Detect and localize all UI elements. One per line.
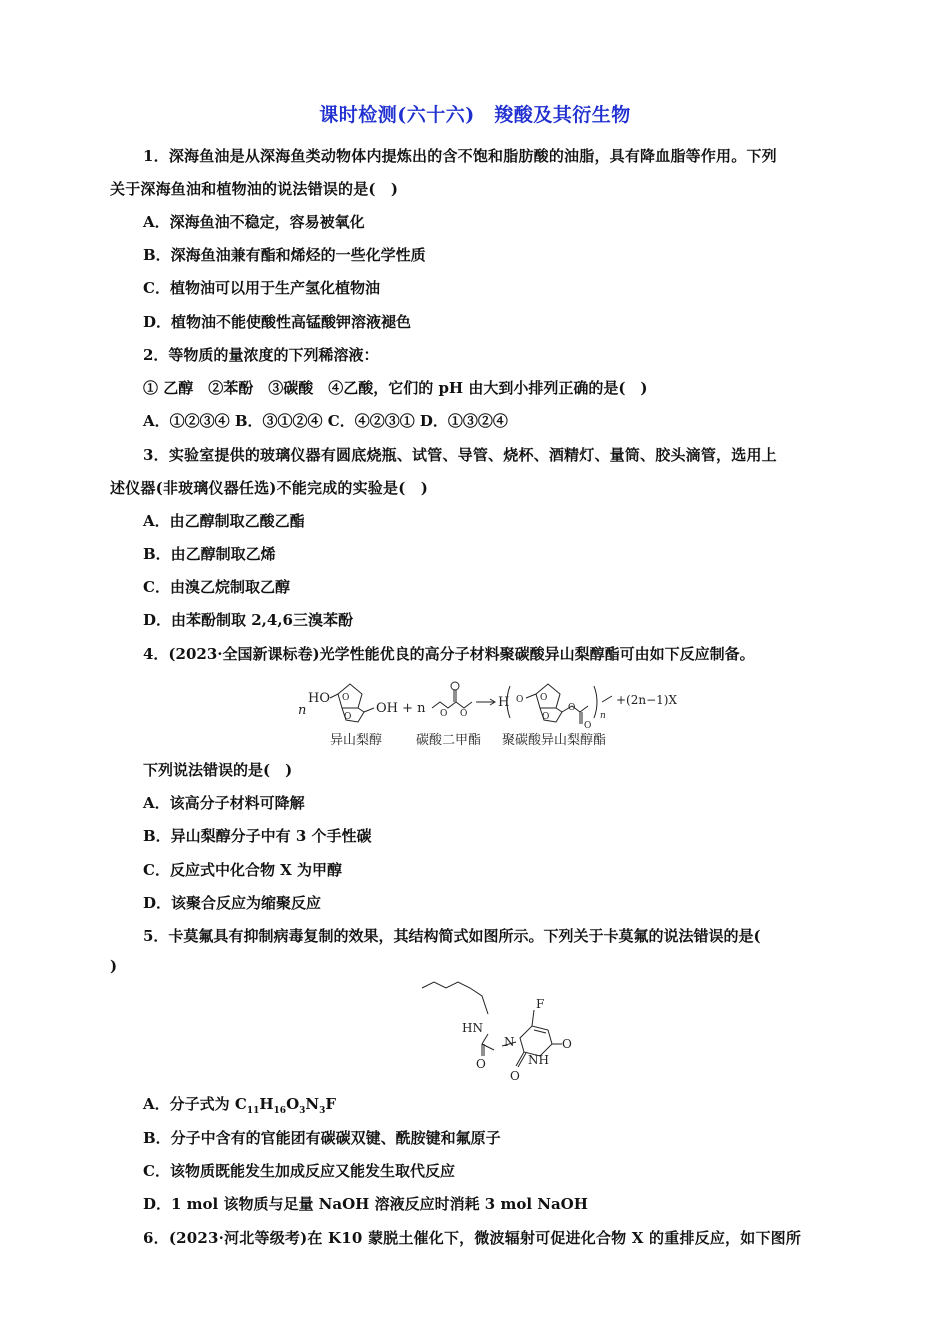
q3-option-c: C．由溴乙烷制取乙醇 bbox=[143, 578, 290, 596]
svg-text:O: O bbox=[344, 712, 352, 722]
q1-option-c: C．植物油可以用于生产氢化植物油 bbox=[143, 279, 380, 297]
caption-polycarbonate: 聚碳酸异山梨醇酯 bbox=[502, 733, 607, 748]
q4-option-b: B．异山梨醇分子中有 3 个手性碳 bbox=[143, 827, 372, 845]
q4-stem-line1: 4．(2023·全国新课标卷)光学性能优良的高分子材料聚碳酸异山梨醇酯可由如下反应制备。 bbox=[143, 645, 755, 663]
oh-plus-n-label: OH + n bbox=[376, 701, 426, 716]
q3-option-d: D．由苯酚制取 2,4,6三溴苯酚 bbox=[143, 611, 353, 629]
q1-stem-line1: 1．深海鱼油是从深海鱼类动物体内提炼出的含不饱和脂肪酸的油脂，具有降血脂等作用。下列 bbox=[143, 147, 777, 165]
reaction-scheme-svg bbox=[290, 672, 700, 752]
q3-stem-line1: 3．实验室提供的玻璃仪器有圆底烧瓶、试管、导管、烧杯、酒精灯、量筒、胶头滴管，选用上 bbox=[143, 446, 777, 464]
q5-stem-line1: 5．卡莫氟具有抑制病毒复制的效果，其结构简式如图所示。下列关于卡莫氟的说法错误的是( bbox=[143, 927, 761, 945]
q3-option-b: B．由乙醇制取乙烯 bbox=[143, 545, 276, 563]
page-title: 课时检测(六十六) 羧酸及其衍生物 bbox=[319, 104, 631, 126]
q5-a-sub-h: 16 bbox=[273, 1106, 287, 1116]
q5-option-d: D．1 mol 该物质与足量 NaOH 溶液反应时消耗 3 mol NaOH bbox=[143, 1195, 588, 1213]
q4-option-a: A．该高分子材料可降解 bbox=[143, 794, 305, 812]
fluorine-label: F bbox=[536, 997, 545, 1011]
q5-a-sub-n: 3 bbox=[319, 1106, 326, 1116]
svg-text:O: O bbox=[542, 712, 550, 722]
hn-label: HN bbox=[462, 1021, 483, 1035]
q5-a-sub-o: 3 bbox=[299, 1106, 306, 1116]
q4-stem-line2: 下列说法错误的是( ) bbox=[143, 761, 293, 779]
q5-a-o: O bbox=[286, 1095, 300, 1113]
caption-isosorbide: 异山梨醇 bbox=[330, 733, 383, 748]
carbonyl-o-label-1: O bbox=[476, 1057, 486, 1071]
nh-label: NH bbox=[528, 1053, 549, 1067]
q4-option-c: C．反应式中化合物 X 为甲醇 bbox=[143, 861, 343, 879]
carbonyl-o-label-3: O bbox=[562, 1037, 572, 1051]
q4-reaction-figure bbox=[290, 672, 700, 752]
ho-label: HO bbox=[308, 691, 330, 706]
q5-a-f: F bbox=[325, 1095, 337, 1113]
svg-text:O: O bbox=[584, 721, 592, 731]
q5-option-a bbox=[143, 1094, 840, 1121]
q1-option-a: A．深海鱼油不稳定，容易被氧化 bbox=[143, 213, 365, 231]
svg-text:n: n bbox=[600, 711, 606, 721]
q2-stem-line1: 2．等物质的量浓度的下列稀溶液： bbox=[143, 346, 379, 364]
byproduct-term: +(2n−1)X bbox=[616, 693, 678, 707]
svg-text:O: O bbox=[440, 709, 448, 719]
svg-text:O: O bbox=[460, 709, 468, 719]
q5-a-prefix: A．分子式为 C bbox=[143, 1095, 247, 1113]
svg-text:O: O bbox=[568, 703, 576, 713]
q4-option-d: D．该聚合反应为缩聚反应 bbox=[143, 894, 322, 912]
carbonyl-o-label-2: O bbox=[510, 1069, 520, 1083]
q2-options: A．①②③④ B．③①②④ C．④②③① D．①③②④ bbox=[143, 412, 508, 430]
svg-text:O: O bbox=[342, 693, 350, 703]
q1-stem-line2: 关于深海鱼油和植物油的说法错误的是( ) bbox=[110, 180, 399, 198]
svg-text:O: O bbox=[540, 693, 548, 703]
q5-option-c: C．该物质既能发生加成反应又能发生取代反应 bbox=[143, 1162, 455, 1180]
n-coefficient-1: n bbox=[298, 703, 307, 718]
q5-a-n: N bbox=[305, 1095, 320, 1113]
q6-stem-line1: 6．(2023·河北等级考)在 K10 蒙脱土催化下，微波辐射可促进化合物 X 的重排反应，如下图所 bbox=[143, 1229, 802, 1247]
q5-stem-line2: ) bbox=[110, 957, 118, 975]
ring-n-label: N bbox=[504, 1035, 515, 1049]
caption-dimethyl-carbonate: 碳酸二甲酯 bbox=[416, 733, 482, 748]
q3-option-a: A．由乙醇制取乙酸乙酯 bbox=[143, 512, 305, 530]
q2-stem-line2: ① 乙醇 ②苯酚 ③碳酸 ④乙酸，它们的 pH 由大到小排列正确的是( ) bbox=[143, 379, 648, 397]
svg-text:O: O bbox=[516, 695, 524, 705]
q1-option-d: D．植物油不能使酸性高锰酸钾溶液褪色 bbox=[143, 313, 412, 331]
q5-a-sub-c: 11 bbox=[246, 1106, 260, 1116]
h-end-group: H bbox=[498, 695, 510, 710]
q5-option-b: B．分子中含有的官能团有碳碳双键、酰胺键和氟原子 bbox=[143, 1129, 501, 1147]
q5-structure-figure bbox=[416, 978, 576, 1086]
q1-option-b: B．深海鱼油兼有酯和烯烃的一些化学性质 bbox=[143, 246, 426, 264]
carmofur-structure-svg bbox=[416, 978, 576, 1086]
q5-a-h: H bbox=[259, 1095, 274, 1113]
q3-stem-line2: 述仪器(非玻璃仪器任选)不能完成的实验是( ) bbox=[110, 479, 428, 497]
